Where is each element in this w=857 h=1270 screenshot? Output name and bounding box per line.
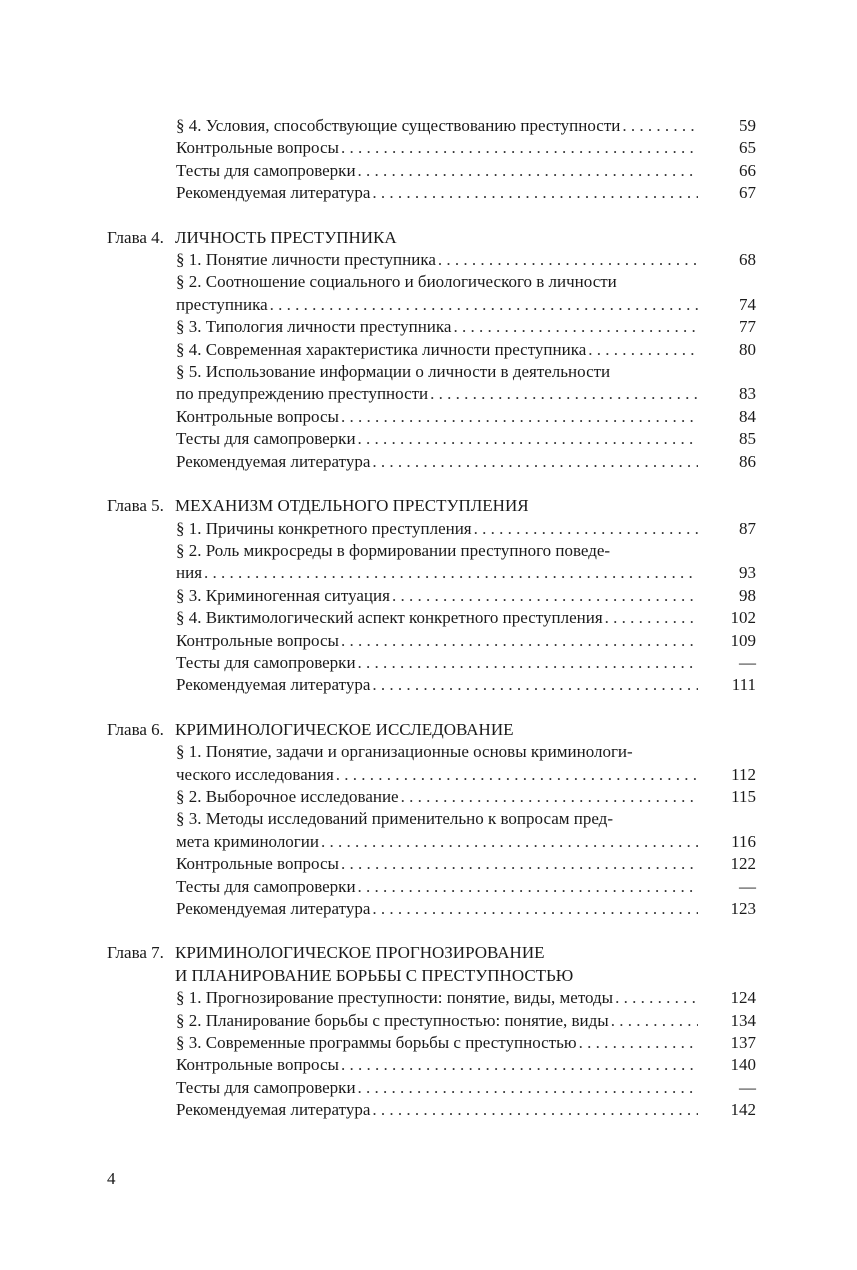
toc-page-number: — [739, 1077, 756, 1097]
toc-entry-text: Рекомендуемая литература [176, 675, 371, 695]
toc-page-number: 77 [739, 317, 756, 337]
toc-entry-text: § 4. Виктимологический аспект конкретного преступления [176, 608, 603, 628]
toc-page-number: 102 [730, 608, 756, 628]
toc-entry-text: § 2. Планирование борьбы с преступностью: понятие, виды [176, 1010, 609, 1030]
dot-leader [358, 876, 698, 898]
chapter-section [0, 942, 857, 1121]
chapter-heading[interactable] [0, 495, 727, 517]
toc-entry[interactable] [176, 741, 756, 786]
chapter-title: ЛИЧНОСТЬ ПРЕСТУПНИКА [175, 227, 397, 247]
dot-leader [341, 137, 698, 159]
toc-entry-text: преступника [176, 294, 268, 314]
toc-entry[interactable] [176, 115, 756, 137]
dot-leader [358, 1077, 698, 1099]
chapter-section [0, 719, 857, 921]
toc-entry[interactable] [176, 271, 756, 316]
dot-leader [430, 383, 698, 405]
toc-page-number: 124 [730, 988, 756, 1008]
toc-page-number: 66 [739, 160, 756, 180]
toc-entry[interactable] [176, 607, 756, 629]
toc-entry[interactable] [176, 853, 756, 875]
toc-entry[interactable] [176, 1054, 756, 1076]
toc-entry-text: по предупреждению преступности [176, 384, 429, 404]
chapter-title: КРИМИНОЛОГИЧЕСКОЕ ПРОГНОЗИРОВАНИЕ [175, 943, 545, 963]
chapter-title: КРИМИНОЛОГИЧЕСКОЕ ИССЛЕДОВАНИЕ [175, 719, 514, 739]
dot-leader [372, 182, 698, 204]
toc-page-number: 85 [739, 429, 756, 449]
toc-page-number: 137 [730, 1033, 756, 1053]
page-number: 4 [107, 1169, 116, 1188]
dot-leader [453, 316, 698, 338]
dot-leader [341, 630, 698, 652]
toc-entry[interactable] [176, 987, 756, 1009]
toc-page-number: 84 [739, 406, 756, 426]
dot-leader [341, 406, 698, 428]
toc-entry[interactable] [176, 876, 756, 898]
toc-entry-text: Тесты для самопроверки [176, 652, 356, 672]
dot-leader [438, 249, 698, 271]
toc-entry[interactable] [176, 518, 756, 540]
dot-leader [341, 1054, 698, 1076]
toc-entry[interactable] [176, 406, 756, 428]
toc-entry-text: Тесты для самопроверки [176, 160, 356, 180]
toc-page-number: 140 [730, 1055, 756, 1075]
toc-page-number: 86 [739, 451, 756, 471]
toc-entry-text: § 1. Понятие, задачи и организационные основы криминологи- [176, 742, 633, 762]
toc-entry-text: § 3. Криминогенная ситуация [176, 585, 390, 605]
toc-entry[interactable] [176, 808, 756, 853]
chapter-section [0, 495, 857, 697]
toc-entry-text: Тесты для самопроверки [176, 429, 356, 449]
dot-leader [341, 853, 698, 875]
toc-entry-text: § 3. Методы исследований применительно к вопросам пред- [176, 809, 613, 829]
chapter-section [0, 227, 857, 473]
toc-page-number: 115 [731, 786, 756, 806]
dot-leader [474, 518, 698, 540]
dot-leader [336, 764, 698, 786]
dot-leader [615, 987, 698, 1009]
toc-page-number: 68 [739, 250, 756, 270]
toc-entry-text: § 5. Использование информации о личности в деятельности [176, 362, 611, 382]
dot-leader [372, 674, 698, 696]
toc-entry[interactable] [176, 540, 756, 585]
dot-leader [605, 607, 698, 629]
toc-page-number: 109 [730, 630, 756, 650]
dot-leader [204, 562, 698, 584]
toc-entry[interactable] [176, 249, 756, 271]
toc-entry[interactable] [176, 451, 756, 473]
dot-leader [358, 428, 698, 450]
toc-page-number: 87 [739, 518, 756, 538]
toc-entry[interactable] [176, 339, 756, 361]
chapter-label: Глава 4. [107, 227, 164, 247]
toc-page-number: 67 [739, 183, 756, 203]
toc-entry-text: Тесты для самопроверки [176, 1077, 356, 1097]
toc-entry-text: § 2. Выборочное исследование [176, 786, 399, 806]
toc-entry-text: § 3. Современные программы борьбы с преступностью [176, 1033, 577, 1053]
chapter-label: Глава 6. [107, 719, 164, 739]
table-of-contents [0, 115, 857, 1122]
toc-entry-text: § 3. Типология личности преступника [176, 317, 452, 337]
toc-entry-text: Тесты для самопроверки [176, 876, 356, 896]
toc-entry-text: Рекомендуемая литература [176, 451, 371, 471]
toc-entry[interactable] [176, 1032, 756, 1054]
dot-leader [372, 1099, 698, 1121]
toc-entry-text: мета криминологии [176, 831, 319, 851]
toc-page-number: 98 [739, 585, 756, 605]
dot-leader [622, 115, 698, 137]
toc-page-number: — [739, 876, 756, 896]
chapter-title: И ПЛАНИРОВАНИЕ БОРЬБЫ С ПРЕСТУПНОСТЬЮ [175, 965, 574, 985]
toc-entry-text: Контрольные вопросы [176, 854, 339, 874]
toc-page-number: 59 [739, 116, 756, 135]
toc-entry-text: § 2. Роль микросреды в формировании преступного поведе- [176, 540, 611, 560]
chapter-label: Глава 5. [107, 496, 164, 516]
toc-page-number: 65 [739, 138, 756, 158]
toc-page-number: 93 [739, 563, 756, 583]
toc-entry[interactable] [176, 674, 756, 696]
chapter-heading[interactable] [0, 227, 727, 249]
dot-leader [401, 786, 698, 808]
toc-entry[interactable] [176, 1099, 756, 1121]
toc-entry[interactable] [176, 160, 756, 182]
toc-entry-text: Контрольные вопросы [176, 630, 339, 650]
chapter-label: Глава 7. [107, 943, 164, 963]
toc-page-number: 142 [730, 1100, 756, 1120]
toc-entry-text: Контрольные вопросы [176, 1055, 339, 1075]
toc-page-number: 112 [731, 764, 756, 784]
toc-entry-text: § 4. Условия, способствующие существованию преступности [176, 116, 621, 135]
toc-page-number: 123 [730, 899, 756, 918]
chapter-title: МЕХАНИЗМ ОТДЕЛЬНОГО ПРЕСТУПЛЕНИЯ [175, 496, 529, 516]
toc-entry[interactable] [176, 786, 756, 808]
toc-entry[interactable] [176, 585, 756, 607]
dot-leader [321, 831, 698, 853]
toc-page-number: 116 [731, 831, 756, 851]
toc-entry-text: § 4. Современная характеристика личности преступника [176, 339, 587, 359]
toc-entry-text: Рекомендуемая литература [176, 899, 371, 918]
dot-leader [579, 1032, 698, 1054]
toc-entry-text: Контрольные вопросы [176, 138, 339, 158]
chapter-heading[interactable] [0, 719, 727, 741]
dot-leader [611, 1010, 698, 1032]
toc-entry[interactable] [176, 137, 756, 159]
toc-entry[interactable] [176, 428, 756, 450]
toc-entry-text: Рекомендуемая литература [176, 1100, 371, 1120]
dot-leader [372, 451, 698, 473]
toc-entry-text: Рекомендуемая литература [176, 183, 371, 203]
toc-entry[interactable] [176, 652, 756, 674]
toc-entry-text: § 1. Прогнозирование преступности: понятие, виды, методы [176, 988, 614, 1008]
dot-leader [588, 339, 698, 361]
continued-section [0, 115, 857, 205]
toc-entry-text: § 1. Причины конкретного преступления [176, 518, 472, 538]
chapter-heading[interactable] [0, 942, 727, 987]
toc-entry-text: § 1. Понятие личности преступника [176, 250, 436, 270]
dot-leader [358, 652, 698, 674]
chapter-list [0, 227, 857, 1122]
dot-leader [392, 585, 698, 607]
toc-entry[interactable] [176, 1010, 756, 1032]
toc-entry[interactable] [176, 316, 756, 338]
toc-entry[interactable] [176, 630, 756, 652]
toc-page-number: 111 [731, 675, 756, 695]
toc-page-number: 134 [730, 1010, 756, 1030]
dot-leader [270, 294, 698, 316]
dot-leader [372, 898, 698, 920]
toc-entry[interactable] [176, 361, 756, 406]
toc-entry-text: ния [176, 563, 203, 583]
toc-page-number: 83 [739, 384, 756, 404]
dot-leader [358, 160, 698, 182]
toc-entry[interactable] [176, 182, 756, 204]
toc-entry[interactable] [176, 898, 756, 920]
toc-entry-text: ческого исследования [176, 764, 334, 784]
toc-page-number: 122 [730, 854, 756, 874]
toc-entry-text: § 2. Соотношение социального и биологического в личности [176, 272, 617, 292]
toc-page-number: 74 [739, 294, 756, 314]
toc-entry[interactable] [176, 1077, 756, 1099]
toc-page-number: 80 [739, 339, 756, 359]
toc-entry-text: Контрольные вопросы [176, 406, 339, 426]
toc-page-number: — [739, 652, 756, 672]
